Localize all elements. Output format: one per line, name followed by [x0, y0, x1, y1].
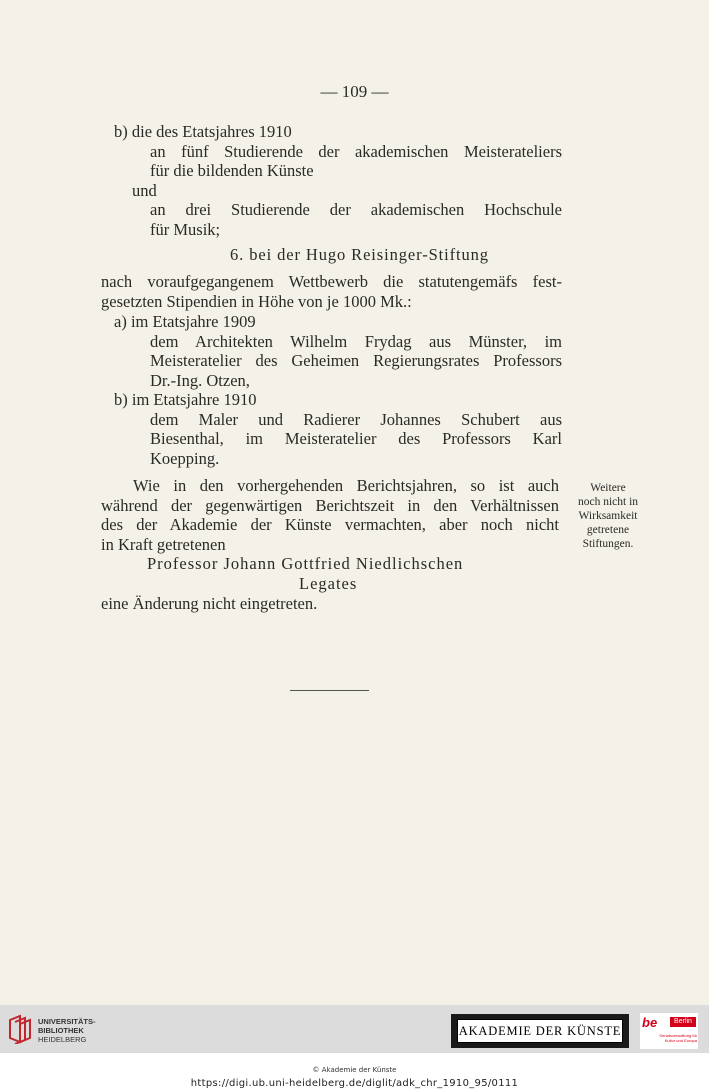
text-line: Wie in den vorhergehenden Berichtsjahren, so ist auch [133, 476, 559, 495]
text-line: während der gegenwärtigen Berichtszeit in den Verhältnissen [101, 495, 559, 515]
item-label: b) im Etatsjahre 1910 [114, 390, 257, 409]
end-rule [290, 690, 369, 691]
text-line: Biesenthal, im Meisteratelier des Professors Karl [150, 429, 562, 449]
text-line: Meisteratelier des Geheimen Regierungsrates Professors [150, 351, 562, 371]
margin-line: Wirksamkeit [578, 510, 638, 522]
text-line: an fünf Studierende der akademischen Meisterateliers [150, 141, 562, 161]
intro-paragraph [101, 272, 562, 311]
text-line: eine Änderung nicht eingetreten. [101, 593, 318, 613]
university-library-label [38, 1017, 96, 1044]
text-line: für Musik; [150, 219, 221, 239]
margin-line: Weitere [590, 482, 626, 494]
item-label: b) die des Etatsjahres 1910 [114, 122, 292, 141]
margin-note [563, 481, 653, 551]
text-line: in Kraft getretenen [101, 534, 226, 554]
text-line: gesetzten Stipendien in Höhe von je 1000 Mk.: [101, 291, 412, 311]
text-line: und [132, 180, 157, 200]
akademie-logo-label: AKADEMIE DER KÜNSTE [457, 1019, 623, 1043]
permalink-url[interactable]: https://digi.ub.uni-heidelberg.de/diglit/adk_chr_1910_95/0111 [190, 1078, 519, 1089]
text-line: an drei Studierende der akademischen Hochschule [150, 200, 562, 220]
ub-line: HEIDELBERG [38, 1035, 87, 1044]
text-line: für die bildenden Künste [150, 161, 314, 181]
legacy-word: Legates [299, 573, 358, 593]
margin-line: noch nicht in [577, 496, 639, 508]
be-berlin-mark: be [642, 1015, 658, 1030]
text-line: nach voraufgegangenem Wettbewerb die statutengemäfs fest- [101, 272, 562, 291]
senate-label: Senatsverwaltung für Kultur und Europa [659, 1033, 697, 1043]
body-paragraph [101, 476, 559, 613]
margin-line: getretene [586, 524, 630, 536]
akademie-logo[interactable] [451, 1014, 629, 1048]
text-line: dem Architekten Wilhelm Frydag aus Münster, im [150, 331, 562, 351]
page-number: — 109 — [320, 82, 389, 101]
text-line: Koepping. [150, 448, 220, 468]
copyright-notice: © Akademie der Künste [312, 1066, 397, 1074]
ub-line: BIBLIOTHEK [38, 1026, 84, 1035]
margin-line: Stiftungen. [582, 538, 634, 550]
section-a-1909 [114, 312, 562, 390]
text-line: des der Akademie der Künste vermachten, aber noch nicht [101, 515, 559, 535]
berlin-badge: Berlin [670, 1017, 696, 1027]
section-b-1910 [114, 122, 562, 240]
university-library-logo-icon[interactable] [7, 1014, 33, 1049]
footer-bar [0, 1005, 709, 1053]
text-line: dem Maler und Radierer Johannes Schubert aus [150, 409, 562, 429]
section-heading: 6. bei der Hugo Reisinger-Stiftung [230, 245, 489, 264]
ub-line: UNIVERSITÄTS- [38, 1017, 96, 1026]
legacy-name: Professor Johann Gottfried Niedlichschen [147, 554, 464, 574]
be-berlin-logo[interactable] [640, 1013, 698, 1049]
section-b-1910-reisinger [114, 390, 562, 468]
text-line: Dr.-Ing. Otzen, [150, 370, 250, 390]
item-label: a) im Etatsjahre 1909 [114, 312, 256, 331]
